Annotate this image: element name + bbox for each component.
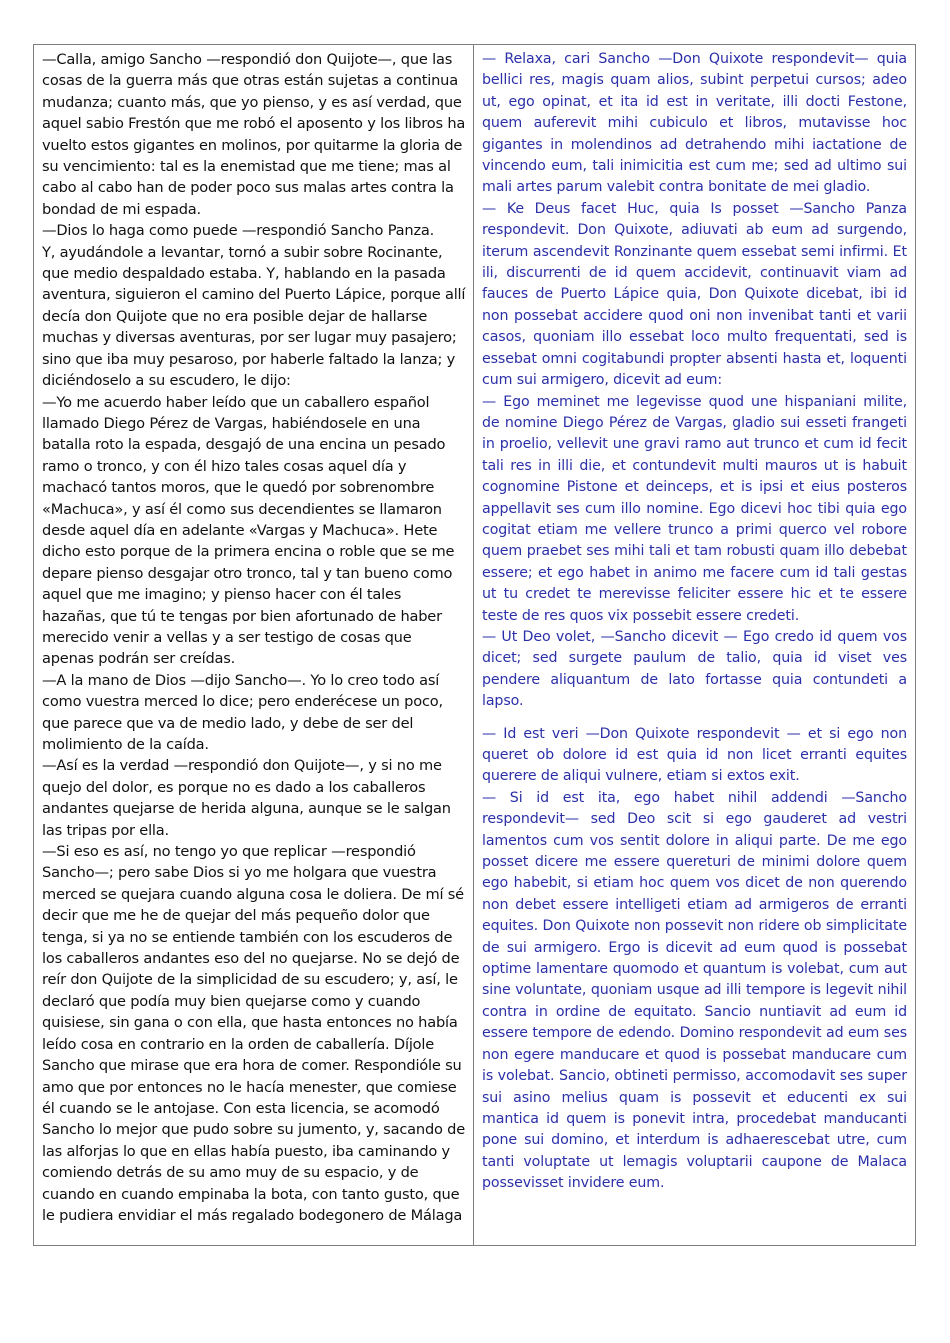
latin-paragraph: — Ego meminet me legevisse quod une hispaniani milite, de nomine Diego Pérez de Vargas, gladio sui esseti frangeti in proelio, vellevit une gravi ramo aut trunco et cum id fecit tali res in illi die, et contundevit multi mauros ut is habuit cognomine Pistone et deinceps, et is ipsi et eius posteros appellavit ses cum illo nomine. Ego dicevi hoc tibi quia ego cogitat etiam me vellere trunco a primi querco vel robore quem praebet ses mihi tali et tam robusti quam illo debebat essere; et ego habet in animo me facere cum id tali gestas ut tu credet te merevisse feliciter essere hic et te essere teste de res quos vix possebit essere credeti. — [482, 393, 907, 624]
latin-paragraph: — Ke Deus facet Huc, quia Is posset —Sancho Panza respondevit. Don Quixote, adiuvati ab eum ad surgendo, iterum ascendevit Ronzinante quem essebat semi infirmi. Et ili, discurrenti de id quem accidevit, continuavit viam ad fauces de Puerto Lápice quia, Don Quixote dicebat, ibi id non possebat accidere quod oni non invenibat tanti et varii casos, quoniam illo essebat loco multo frequentati, sed is essebat omni cogitabundi propter absenti hasta et, loquenti cum sui armigero, dicevit ad eum: — [482, 200, 907, 389]
spanish-column — [34, 45, 474, 1245]
spanish-paragraph: —Si eso es así, no tengo yo que replicar —respondió Sancho—; pero sabe Dios si yo me holgara que vuestra merced se quejara cuando alguna cosa le doliera. De mí sé decir que me he de quejar del más pequeño dolor que tenga, si ya no se entiende también con los escuderos de los caballeros andantes eso del no quejarse. No se dejó de reír don Quijote de la simplicidad de su escudero; y, así, le declaró que podía muy bien quejarse como y cuando quisiese, sin gana o con ella, que hasta entonces no había leído cosa en contrario en la orden de caballería. Díjole Sancho que mirase que era hora de comer. Respondióle su amo que por entonces no le hacía menester, que comiese él cuando se le antojase. Con esta licencia, se acomodó Sancho lo mejor que pudo sobre su jumento, y, sacando de las alforjas lo que en ellas había puesto, iba caminando y comiendo detrás de su amo muy de su espacio, y de cuando en cuando empinaba la bota, con tanto gusto, que le pudiera envidiar el más regalado bodegonero de Málaga — [42, 843, 466, 1224]
spanish-paragraph: —A la mano de Dios —dijo Sancho—. Yo lo creo todo así como vuestra merced lo dice; pero enderécese un poco, que parece que va de medio lado, y debe de ser del molimiento de la caída. — [42, 671, 443, 753]
latin-paragraph: — Id est veri —Don Quixote respondevit — et si ego non queret ob dolore id est quia id non licet erranti equites querere de aliqui vulnere, etiam si extos exit. — [482, 725, 907, 785]
latin-column — [474, 45, 915, 1245]
spanish-paragraph: —Así es la verdad —respondió don Quijote—, y si no me quejo del dolor, es porque no es dado a los caballeros andantes quejarse de herida alguna, aunque se le salgan las tripas por ella. — [42, 757, 451, 839]
latin-paragraph: — Si id est ita, ego habet nihil addendi —Sancho respondevit— sed Deo scit si ego gauderet ad vestri lamentos cum vos sentit dolore in aliqui parte. De me ego posset dicere me essere quereturi de minimi dolore quem ego habebit, si etiam hoc quem vos dicet de non querendo non debet essere intelligeti etiam ad armigeros de erranti equites. Don Quixote non possevit non ridere ob simplicitate de sui armigero. Ergo is dicevit ad eum quod is possebat optime lamentare quomodo et quantum is volebat, cum aut sine voluntate, quoniam usque ad illi tempore is legevit nihil contra in ordine de equitato. Sancio nuntiavit ad eum id essere tempore de edendo. Domino respondevit ad eum ses non egere manducare et quod is possebat manducare cum is volebat. Sancio, obtineti permisso, accomodavit ses super sui asino melius quam is possevit et educenti ex sui mantica id quem is ponevit intra, procedebat manducanti pone sui domino, et interdum is adhaerescebat utre, cum tanti voluptate ut lemagis voluptarii caupone de Malaca possevisset invidere eum. — [482, 789, 907, 1192]
bilingual-table — [33, 44, 916, 1246]
spanish-paragraph: Y, ayudándole a levantar, tornó a subir sobre Rocinante, que medio despaldado estaba. Y, hablando en la pasada aventura, siguieron el camino del Puerto Lápice, porque allí decía don Quijote que no era posible dejar de hallarse muchas y diversas aventuras, por ser lugar muy pasajero; sino que iba muy pesaroso, por haberle faltado la lanza; y diciéndoselo a su escudero, le dijo: — [42, 243, 466, 390]
spanish-paragraph: —Calla, amigo Sancho —respondió don Quijote—, que las cosas de la guerra más que otras están sujetas a continua mudanza; cuanto más, que yo pienso, y es así verdad, que aquel sabio Frestón que me robó el aposento y los libros ha vuelto estos gigantes en molinos, por quitarme la gloria de su vencimiento: tal es la enemistad que me tiene; mas al cabo al cabo han de poder poco sus malas artes contra la bondad de mi espada. — [42, 51, 466, 218]
spanish-paragraph: —Yo me acuerdo haber leído que un caballero español llamado Diego Pérez de Vargas, habiéndosele en una batalla roto la espada, desgajó de una encina un pesado ramo o tronco, y con él hizo tales cosas aquel día y machacó tantos moros, que le quedó por sobrenombre «Machuca», y así él como sus decendientes se llamaron desde aquel día en adelante «Vargas y Machuca». Hete dicho esto porque de la primera encina o roble que se me depare pienso desgajar otro tronco, tal y tan bueno como aquel que me imagino; y pienso hacer con él tales hazañas, que tú te tengas por bien afortunado de haber merecido venir a vellas y a ser testigo de cosas que apenas podrán ser creídas. — [42, 393, 455, 668]
latin-paragraph: — Ut Deo volet, —Sancho dicevit — Ego credo id quem vos dicet; sed surgete paulum de talio, quia id viset ves pendere aliquantum de lato fortasse quia contundeti a lapso. — [482, 628, 907, 710]
spanish-paragraph: —Dios lo haga como puede —respondió Sancho Panza. — [42, 222, 435, 240]
latin-paragraph: — Relaxa, cari Sancho —Don Quixote respondevit— quia bellici res, magis quam alios, subint perpetui cursos; adeo ut, ego opinat, et ita id est in veritate, illi docti Festone, quem auferevit mihi cubiculo et libros, mutavisse hoc gigantes in molendinos ad detrahendo mihi iactatione de vincendo eum, tali inimicitia est cum me; sed ad ultimo sui mali artes parum valebit contra bonitate de mei gladio. — [482, 51, 907, 196]
